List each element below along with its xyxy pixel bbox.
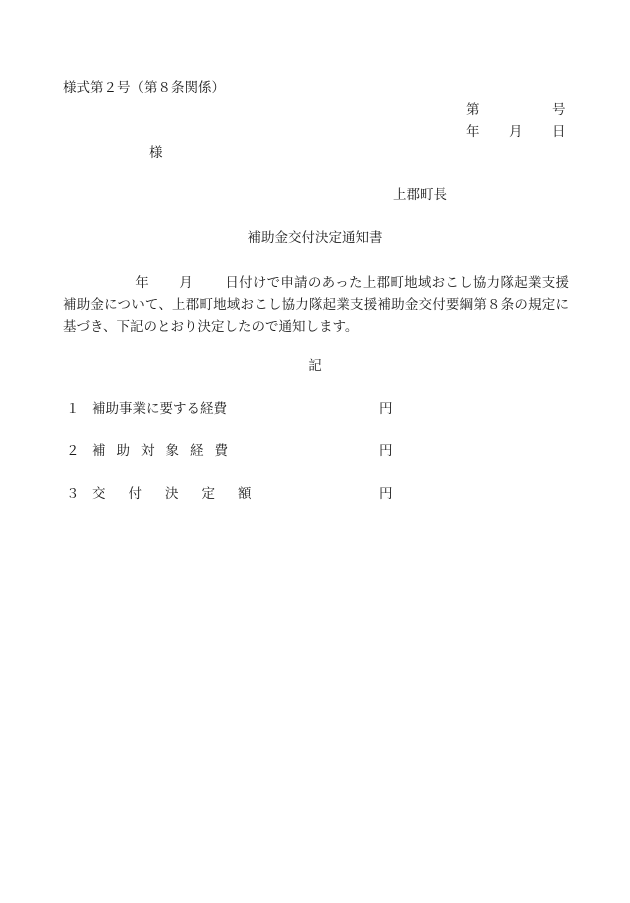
doc-number-prefix: 第 bbox=[466, 102, 480, 118]
item-label-grant-amount: 交付決定額 bbox=[92, 486, 275, 502]
body-month: 月 bbox=[179, 275, 194, 291]
date-day: 日 bbox=[552, 124, 566, 140]
body-text: 日付けで申請のあった上郡町地域おこし協力隊起業支援補助金について、上郡町地域おこし協力隊起業支援補助金交付要綱第８条の規定に基づき、下記のとおり決定したので通知します。 bbox=[63, 275, 570, 335]
body-paragraph bbox=[63, 272, 569, 338]
ki-heading: 記 bbox=[308, 358, 322, 374]
doc-number-suffix: 号 bbox=[552, 102, 566, 118]
item-label-eligible-expenses: 補助対象経費 bbox=[92, 443, 239, 459]
recipient-suffix: 様 bbox=[149, 145, 163, 161]
item-number: ２ bbox=[66, 443, 80, 459]
form-number: 様式第２号（第８条関係） bbox=[63, 80, 225, 96]
document-title: 補助金交付決定通知書 bbox=[247, 230, 383, 246]
date-year: 年 bbox=[466, 124, 480, 140]
item-unit: 円 bbox=[379, 486, 393, 502]
item-number: ３ bbox=[66, 486, 80, 502]
date-month: 月 bbox=[509, 124, 523, 140]
body-year: 年 bbox=[135, 275, 150, 291]
issuer: 上郡町長 bbox=[393, 187, 447, 203]
item-number: １ bbox=[66, 401, 80, 417]
item-label-expenses: 補助事業に要する経費 bbox=[92, 401, 227, 417]
item-unit: 円 bbox=[379, 401, 393, 417]
item-unit: 円 bbox=[379, 443, 393, 459]
